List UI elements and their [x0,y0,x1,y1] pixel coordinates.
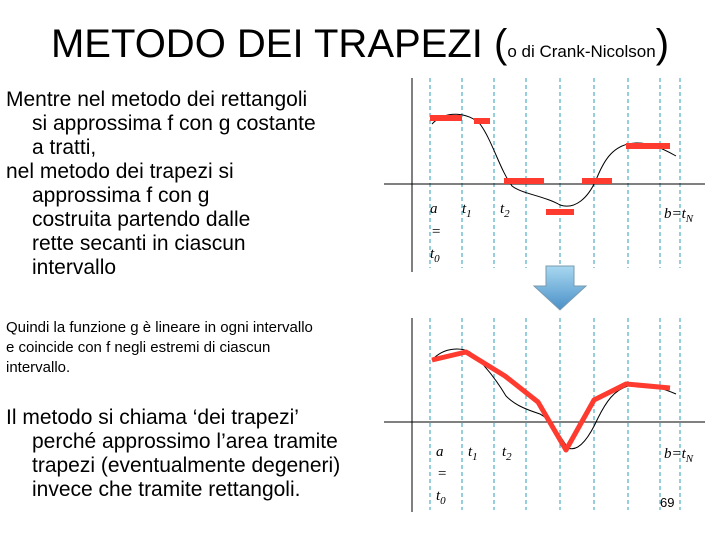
para1-line7: rette secanti in ciascun [32,232,246,255]
para2-line1: Quindi la funzione g è lineare in ogni intervallo [6,319,313,336]
top-grid-lines [430,78,680,268]
top-label-eq: = [431,224,442,240]
down-arrow-icon [534,266,586,310]
bottom-diagram [384,318,705,512]
top-label-t1: $t_1$ [462,201,472,220]
para1-line3: a tratti, [32,136,97,159]
bottom-label-t2: $t_2$ [502,444,512,463]
para3-line4: invece che tramite rettangoli. [32,478,301,501]
top-diagram [384,78,705,272]
top-constant-segments [430,118,670,212]
page-number: 69 [660,495,675,510]
bottom-grid-lines [430,318,680,510]
para3-line2: perché approssimo l’area tramite [32,430,338,453]
para1-line1: Mentre nel metodo dei rettangoli [6,88,308,111]
top-label-t2: $t_2$ [500,201,510,220]
top-label-b: $b=t_N$ [664,206,694,225]
para3-line3: trapezi (eventualmente degeneri) [32,454,341,477]
title-main: METODO DEI TRAPEZI ( [50,22,508,66]
para2-line3: intervallo. [6,359,71,376]
para1-line4: nel metodo dei trapezi si [6,160,234,183]
bottom-label-t0: $t_0$ [436,488,446,507]
para3-line1: Il metodo si chiama ‘dei trapezi’ [6,406,299,429]
bottom-label-eq: = [437,466,448,482]
para2-line2: e coincide con f negli estremi di ciascun [6,339,271,356]
para1-line8: intervallo [32,256,117,279]
top-label-a: a [430,201,438,217]
bottom-label-t1: $t_1$ [468,444,478,463]
bottom-label-a: a [436,444,444,460]
top-function-curve [432,114,676,206]
title-close: ) [655,22,670,66]
title-sub: o di Crank-Nicolson [507,42,656,61]
bottom-secant-line [432,352,670,450]
top-label-t0: $t_0$ [430,246,440,265]
para1-line2: si approssima f con g costante [32,112,316,135]
para1-line5: approssima f con g [32,184,210,207]
bottom-label-b: $b=t_N$ [664,446,694,465]
para1-line6: costruita partendo dalle [32,208,251,231]
